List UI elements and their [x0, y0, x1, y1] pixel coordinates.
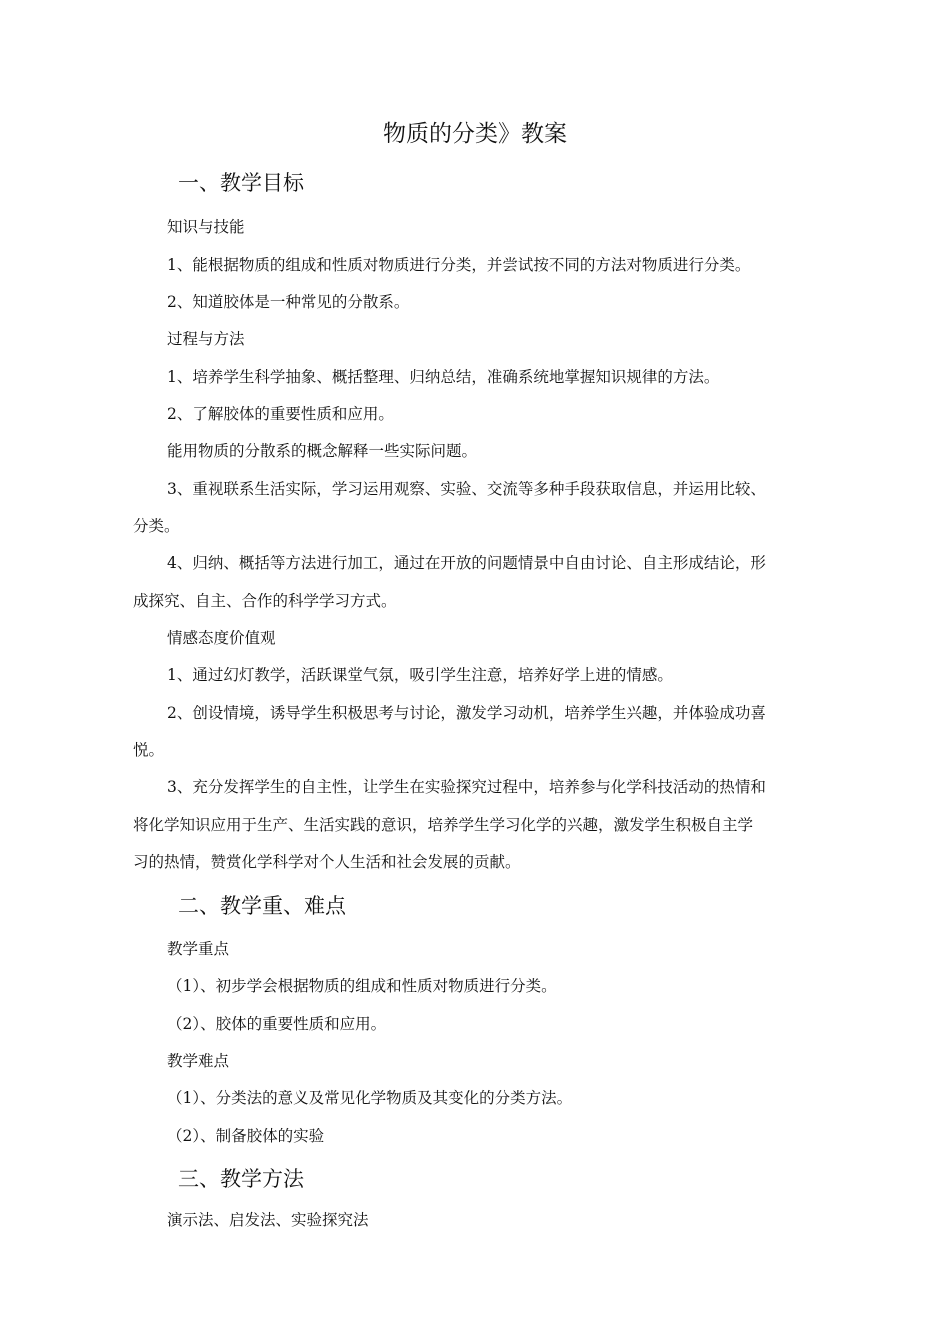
- paragraph: （2）、胶体的重要性质和应用。: [167, 1015, 387, 1033]
- paragraph-continuation: 习的热情，赞赏化学科学对个人生活和社会发展的贡献。: [133, 853, 521, 871]
- paragraph: （1）、分类法的意义及常见化学物质及其变化的分类方法。: [167, 1089, 573, 1107]
- paragraph: 1、培养学生科学抽象、概括整理、归纳总结，准确系统地掌握知识规律的方法。: [167, 368, 720, 386]
- paragraph: 2、创设情境，诱导学生积极思考与讨论，激发学习动机，培养学生兴趣，并体验成功喜: [167, 704, 766, 722]
- paragraph-continuation: 悦。: [133, 741, 165, 759]
- paragraph: 能用物质的分散系的概念解释一些实际问题。: [167, 442, 478, 460]
- paragraph: 3、充分发挥学生的自主性，让学生在实验探究过程中，培养参与化学科技活动的热情和: [167, 778, 766, 796]
- paragraph: （2）、制备胶体的实验: [167, 1127, 325, 1145]
- paragraph: 演示法、启发法、实验探究法: [167, 1211, 369, 1229]
- paragraph: 2、了解胶体的重要性质和应用。: [167, 405, 394, 423]
- paragraph-continuation: 将化学知识应用于生产、生活实践的意识，培养学生学习化学的兴趣，激发学生积极自主学: [133, 816, 754, 834]
- paragraph: 1、通过幻灯教学，活跃课堂气氛，吸引学生注意，培养好学上进的情感。: [167, 666, 673, 684]
- document-title: 物质的分类》教案: [383, 121, 567, 147]
- section-heading-objectives: 一、教学目标: [178, 171, 304, 195]
- paragraph: 2、知道胶体是一种常见的分散系。: [167, 293, 410, 311]
- paragraph: 4、归纳、概括等方法进行加工，通过在开放的问题情景中自由讨论、自主形成结论，形: [167, 554, 766, 572]
- subsection-label-process: 过程与方法: [167, 330, 245, 348]
- paragraph: （1）、初步学会根据物质的组成和性质对物质进行分类。: [167, 977, 557, 995]
- section-heading-key-points: 二、教学重、难点: [178, 894, 346, 918]
- section-heading-methods: 三、教学方法: [178, 1167, 304, 1191]
- paragraph-continuation: 分类。: [133, 517, 180, 535]
- paragraph-continuation: 成探究、自主、合作的科学学习方式。: [133, 592, 397, 610]
- subsection-label-key-points: 教学重点: [167, 940, 230, 958]
- subsection-label-knowledge: 知识与技能: [167, 218, 245, 236]
- subsection-label-difficulties: 教学难点: [167, 1052, 230, 1070]
- paragraph: 1、能根据物质的组成和性质对物质进行分类，并尝试按不同的方法对物质进行分类。: [167, 256, 751, 274]
- subsection-label-attitude: 情感态度价值观: [167, 629, 276, 647]
- paragraph: 3、重视联系生活实际，学习运用观察、实验、交流等多种手段获取信息，并运用比较、: [167, 480, 766, 498]
